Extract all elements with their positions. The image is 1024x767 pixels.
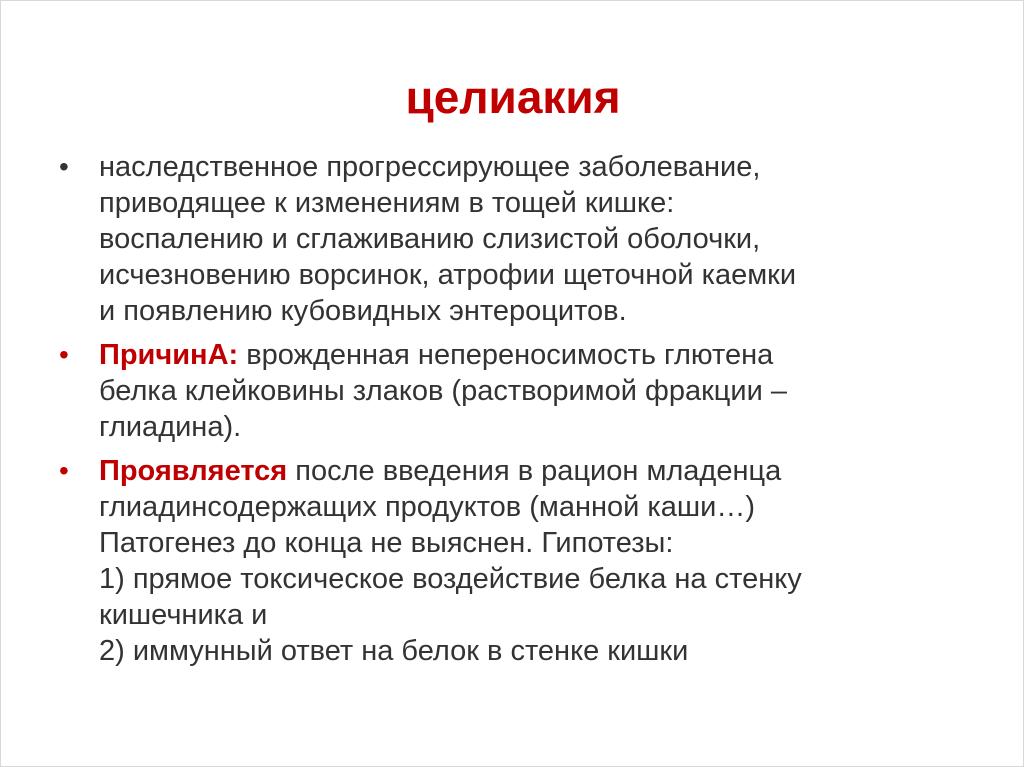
bullet-line: 2) иммунный ответ на белок в стенке кишки <box>99 635 689 667</box>
bullet-line: белка клейковины злаков (растворимой фракции – <box>99 375 787 407</box>
manifestation-label: Проявляется <box>99 455 288 487</box>
bullet-line: 1) прямое токсическое воздействие белка на стенку <box>99 563 802 595</box>
bullet-line: глиадинсодержащих продуктов (манной каши…) <box>99 491 755 523</box>
bullet-line: глиадина). <box>99 411 242 443</box>
cause-text: врожденная непереносимость глютена <box>238 339 774 371</box>
bullet-first-line <box>99 453 957 489</box>
bullet-line: приводящее к изменениям в тощей кишке: <box>99 187 675 219</box>
bullet-cause <box>57 337 957 445</box>
manifestation-text: после введения в рацион младенца <box>287 455 782 487</box>
bullet-definition <box>57 149 957 329</box>
bullet-line: наследственное прогрессирующее заболевание, <box>99 151 761 183</box>
bullet-line: воспалению и сглаживанию слизистой оболочки, <box>99 223 761 255</box>
bullet-line: Патогенез до конца не выяснен. Гипотезы: <box>99 527 674 559</box>
bullet-line: и появлению кубовидных энтероцитов. <box>99 295 627 327</box>
bullet-list <box>57 149 957 677</box>
bullet-dot-icon: • <box>59 339 69 370</box>
bullet-line: кишечника и <box>99 599 268 631</box>
bullet-first-line <box>99 337 957 373</box>
cause-label: ПричинА: <box>99 339 239 371</box>
bullet-dot-icon: • <box>59 455 69 486</box>
slide-title: целиакия <box>405 71 621 123</box>
bullet-line: исчезновению ворсинок, атрофии щеточной каемки <box>99 259 797 291</box>
bullet-dot-icon: • <box>59 151 69 182</box>
bullet-manifestation <box>57 453 957 669</box>
